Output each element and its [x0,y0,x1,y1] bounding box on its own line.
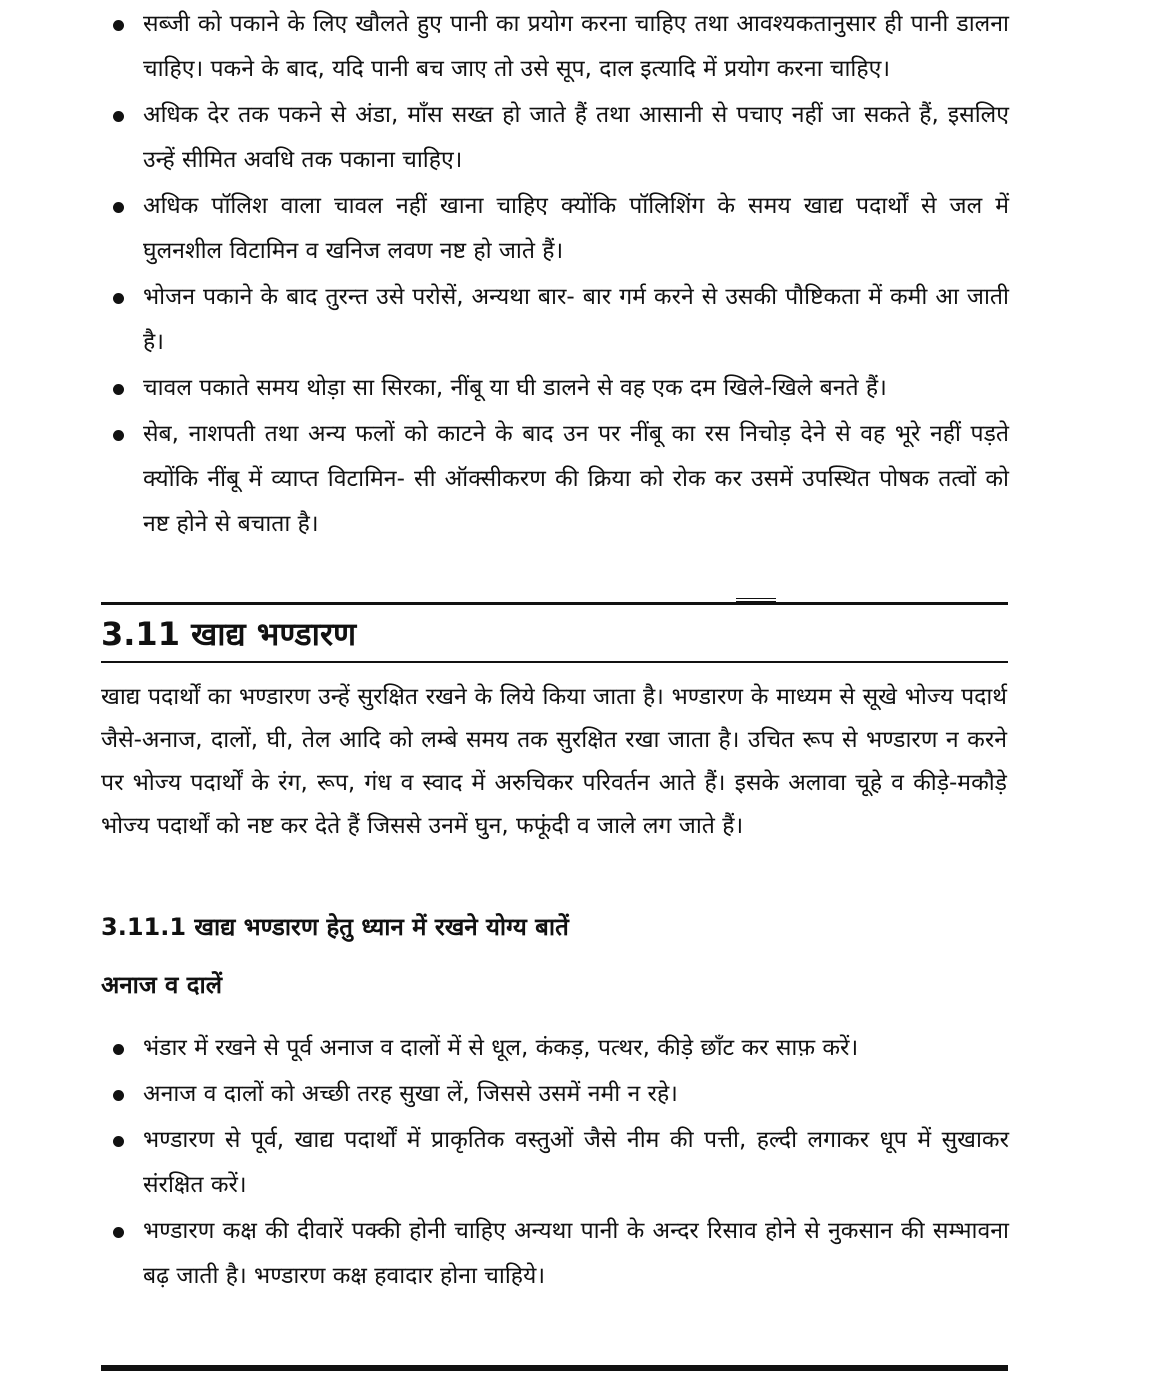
bullet-icon [113,20,124,31]
section-divider-bottom [101,661,1008,663]
list-item-text: भोजन पकाने के बाद तुरन्त उसे परोसें, अन्यथा बार- बार गर्म करने से उसकी पौष्टिकता में कमी आ जाती है। [143,284,1009,355]
section-paragraph: खाद्य पदार्थों का भण्डारण उन्हें सुरक्षित रखने के लिये किया जाता है। भण्डारण के माध्यम से सूखे भोज्य पदार्थ जैसे-अनाज, दालों, घी, तेल आदि को लम्बे समय तक सुरक्षित रखा जाता है। उचित रूप से भण्डारण न करने पर भोज्य पदार्थों के रंग, रूप, गंध व स्वाद में अरुचिकर परिवर्तन आते हैं। इसके अलावा चूहे व कीड़े-मकौड़े भोज्य पदार्थों को नष्ट कर देते हैं जिससे उनमें घुन, फफूंदी व जाले लग जाते हैं। [101,684,1007,839]
list-item [0,184,1009,274]
list-item [0,2,1009,92]
minor-heading: अनाज व दालें [101,971,222,999]
bullet-icon [113,202,124,213]
divider-ornament [736,598,776,609]
list-item-text: अधिक देर तक पकने से अंडा, माँस सख्त हो जाते हैं तथा आसानी से पचाए नहीं जा सकते हैं, इसलिए उन्हें सीमित अवधि तक पकाना चाहिए। [143,102,1009,173]
list-item [0,412,1009,547]
list-item-text: भण्डारण कक्ष की दीवारें पक्की होनी चाहिए अन्यथा पानी के अन्दर रिसाव होने से नुकसान की सम्भावना बढ़ जाती है। भण्डारण कक्ष हवादार होना चाहिये। [143,1218,1009,1289]
list-item-text: चावल पकाते समय थोड़ा सा सिरका, नींबू या घी डालने से वह एक दम खिले-खिले बनते हैं। [143,375,887,401]
list-item [0,1072,1009,1117]
list-item [0,366,1009,411]
bullet-icon [113,1136,124,1147]
list-item [0,275,1009,365]
bullet-icon [113,430,124,441]
bullet-icon [113,1090,124,1101]
section-heading: 3.11 खाद्य भण्डारण [101,615,357,653]
bullet-icon [113,1044,124,1055]
list-item [0,93,1009,183]
bullet-icon [113,384,124,395]
list-item [0,1118,1009,1208]
list-item-text: सेब, नाशपती तथा अन्य फलों को काटने के बाद उन पर नींबू का रस निचोड़ देने से वह भूरे नहीं पड़ते क्योंकि नींबू में व्याप्त विटामिन- सी ऑक्सीकरण की क्रिया को रोक कर उसमें उपस्थित पोषक तत्वों को नष्ट होने से बचाता है। [143,421,1009,537]
bullet-icon [113,293,124,304]
storage-tips-list [0,1026,1168,1300]
list-item-text: सब्जी को पकाने के लिए खौलते हुए पानी का प्रयोग करना चाहिए तथा आवश्यकतानुसार ही पानी डालना चाहिए। पकने के बाद, यदि पानी बच जाए तो उसे सूप, दाल इत्यादि में प्रयोग करना चाहिए। [143,11,1009,82]
list-item-text: भंडार में रखने से पूर्व अनाज व दालों में से धूल, कंकड़, पत्थर, कीड़े छाँट कर साफ़ करें। [143,1035,859,1061]
bullet-icon [113,1227,124,1238]
list-item-text: अनाज व दालों को अच्छी तरह सुखा लें, जिससे उसमें नमी न रहे। [143,1081,678,1107]
bullet-icon [113,111,124,122]
subsection-heading: 3.11.1 खाद्य भण्डारण हेतु ध्यान में रखने योग्य बातें [101,913,569,941]
cooking-tips-list [0,2,1168,548]
section-divider-top [101,602,1008,605]
list-item-text: अधिक पॉलिश वाला चावल नहीं खाना चाहिए क्योंकि पॉलिशिंग के समय खाद्य पदार्थों से जल में घुलनशील विटामिन व खनिज लवण नष्ट हो जाते हैं। [143,193,1009,264]
list-item-text: भण्डारण से पूर्व, खाद्य पदार्थों में प्राकृतिक वस्तुओं जैसे नीम की पत्ती, हल्दी लगाकर धूप में सुखाकर संरक्षित करें। [143,1127,1009,1198]
list-item [0,1209,1009,1299]
page-footer-rule [101,1365,1008,1371]
list-item [0,1026,1009,1071]
